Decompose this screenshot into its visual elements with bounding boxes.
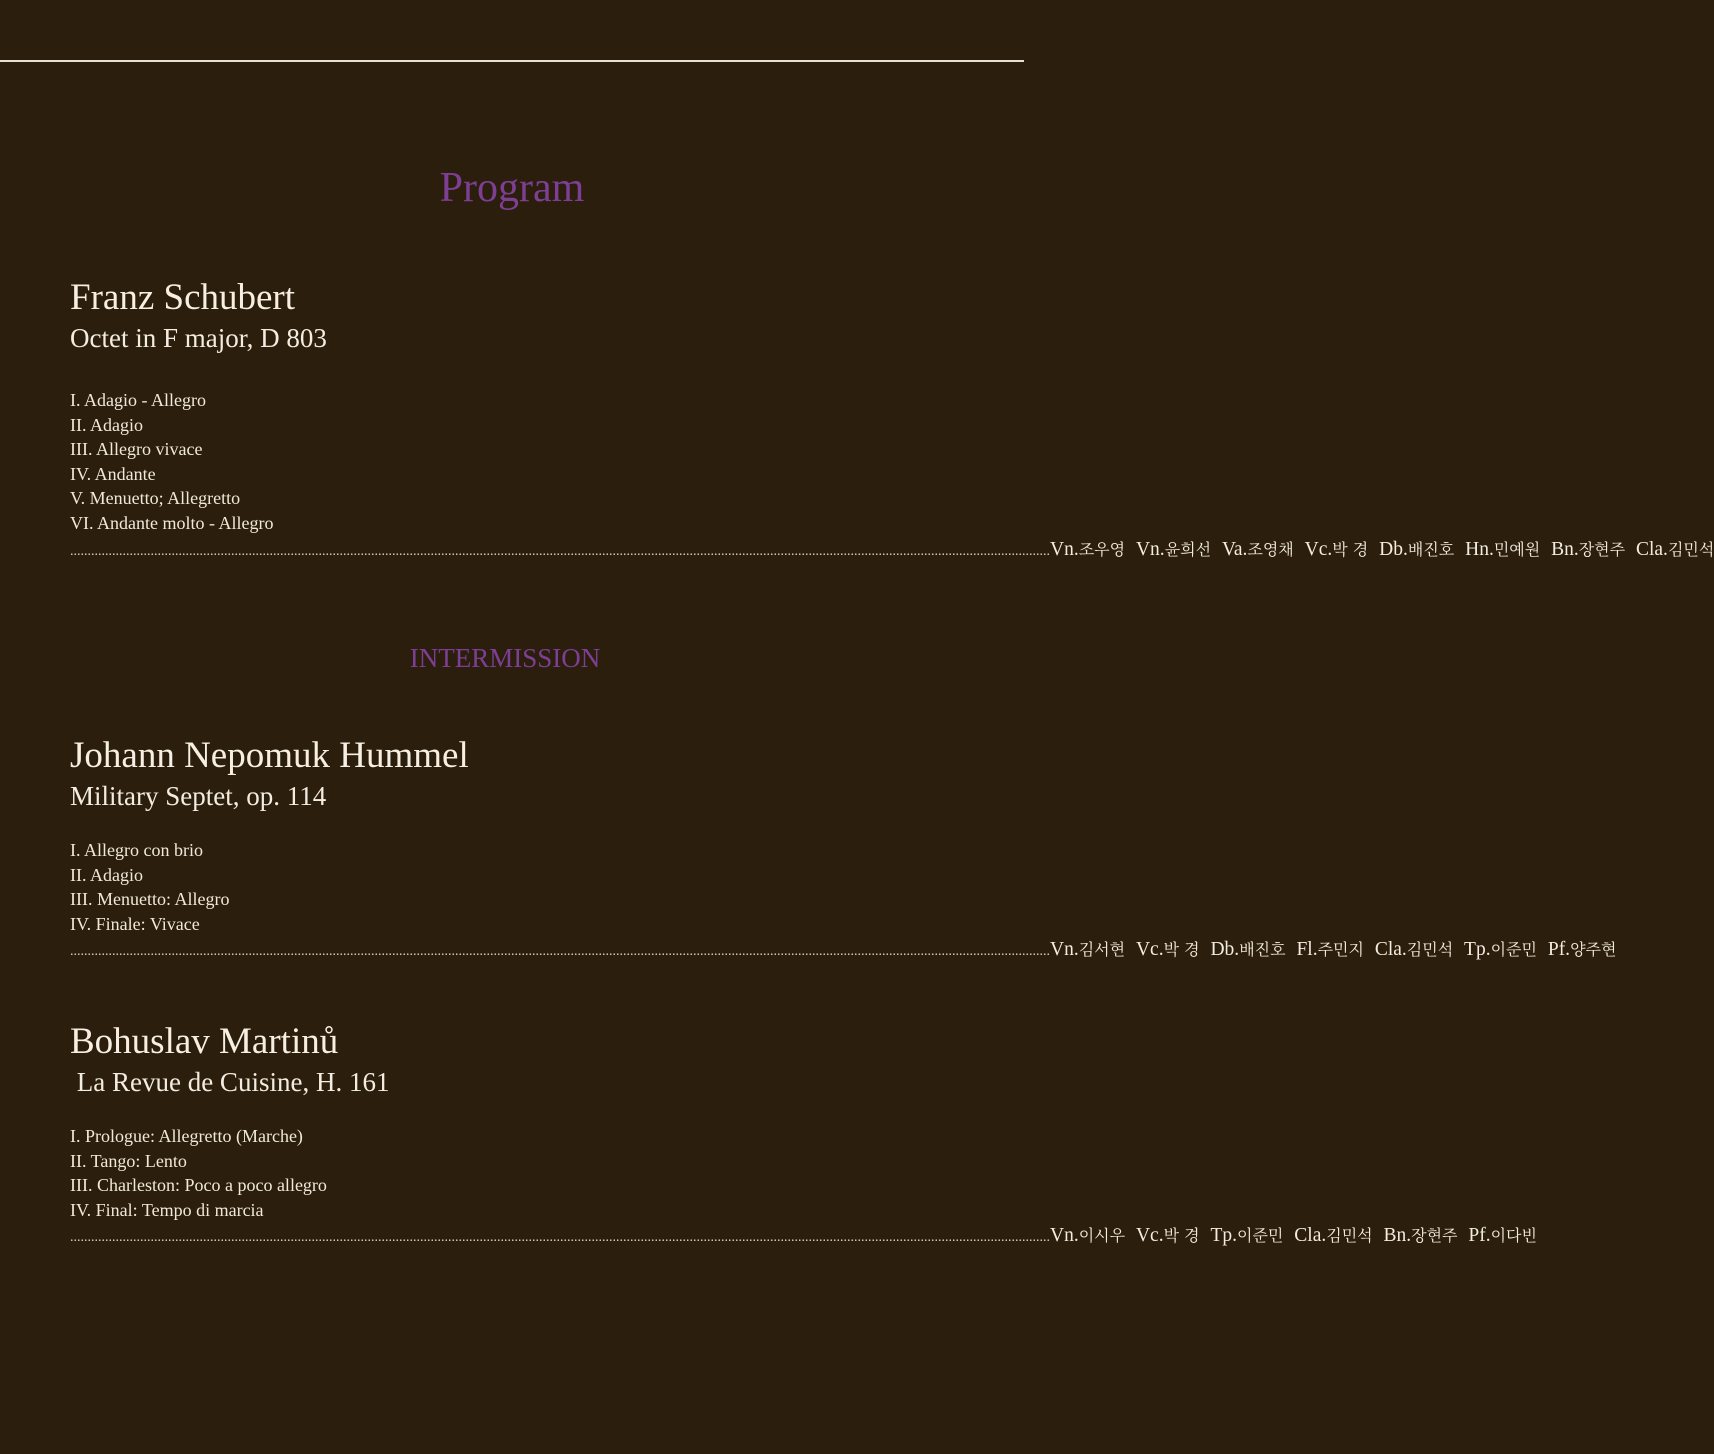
- performer-list: [1050, 1223, 1537, 1247]
- performer: [1210, 939, 1285, 960]
- performers-line: [70, 1223, 1537, 1247]
- instrument-abbr: Bn.: [1551, 538, 1579, 560]
- instrument-abbr: Cla.: [1635, 538, 1668, 560]
- performer-name: 장현주: [1578, 539, 1626, 559]
- performer: [1305, 539, 1369, 560]
- instrument-abbr: Vc.: [1304, 538, 1333, 560]
- performer-name: 이준민: [1237, 1226, 1284, 1246]
- piece-schubert: [70, 276, 1714, 561]
- performer: [1136, 939, 1200, 960]
- performer-name: 조영채: [1247, 539, 1294, 559]
- performer-name: 김민석: [1667, 539, 1714, 559]
- movement-item: IV. Andante: [70, 463, 156, 484]
- performer-name: 박 경: [1163, 940, 1200, 960]
- performer: [1050, 539, 1125, 560]
- instrument-abbr: Fl.: [1296, 939, 1318, 961]
- performer-name: 주민지: [1317, 940, 1364, 960]
- performer-name: 이다빈: [1490, 1226, 1537, 1246]
- performer: [1050, 1225, 1125, 1246]
- performer-name: 민예원: [1493, 539, 1541, 559]
- dot-leader: ........................................................................................................................................................................................................................................................................................: [70, 543, 1050, 559]
- top-divider-rule: [0, 60, 1024, 62]
- instrument-abbr: Tp.: [1210, 1225, 1238, 1247]
- performer-name: 박 경: [1332, 539, 1369, 559]
- performers-line: [70, 937, 1617, 961]
- instrument-abbr: Vn.: [1135, 538, 1165, 560]
- instrument-abbr: Cla.: [1294, 1225, 1327, 1247]
- performers-line: [70, 537, 1714, 561]
- performer: [1468, 1225, 1537, 1246]
- instrument-abbr: Tp.: [1464, 939, 1491, 961]
- instrument-abbr: Vn.: [1050, 538, 1079, 560]
- dot-leader: ........................................................................................................................................................................................................................................................................................: [70, 944, 1050, 960]
- performer-name: 장현주: [1411, 1226, 1458, 1246]
- performer-name: 이준민: [1490, 940, 1537, 960]
- instrument-abbr: Vc.: [1135, 939, 1164, 961]
- performer: [1136, 539, 1211, 560]
- performer: [1296, 939, 1364, 960]
- performer-name: 이시우: [1078, 1226, 1126, 1246]
- instrument-abbr: Vc.: [1135, 1225, 1164, 1247]
- composer-name: Johann Nepomuk Hummel: [70, 735, 469, 776]
- instrument-abbr: Cla.: [1374, 939, 1407, 961]
- performer-name: 배진호: [1407, 539, 1455, 559]
- instrument-abbr: Pf.: [1468, 1225, 1491, 1247]
- performer: [1636, 539, 1714, 560]
- performer: [1222, 539, 1294, 560]
- movement-item: I. Adagio - Allegro: [70, 390, 206, 410]
- performer: [1464, 939, 1537, 960]
- piece-hummel: [70, 734, 1617, 961]
- performer: [1379, 539, 1454, 560]
- movement-list: [70, 388, 960, 536]
- performer: [1465, 539, 1540, 560]
- performer: [1210, 1225, 1283, 1246]
- instrument-abbr: Va.: [1221, 538, 1248, 560]
- performer: [1294, 1225, 1372, 1246]
- movement-item: I. Allegro con brio: [70, 840, 203, 860]
- performer: [1551, 539, 1625, 560]
- performer-name: 조우영: [1078, 539, 1126, 559]
- composer-name: Franz Schubert: [70, 277, 296, 318]
- work-title: La Revue de Cuisine, H. 161: [70, 1067, 390, 1097]
- piece-martinu: [70, 1020, 1537, 1247]
- performer: [1383, 1225, 1457, 1246]
- movement-item: III. Charleston: Poco a poco allegro: [70, 1175, 327, 1196]
- instrument-abbr: Pf.: [1547, 939, 1571, 961]
- program-title: Program: [439, 165, 585, 211]
- performer: [1050, 939, 1125, 960]
- performer-name: 박 경: [1163, 1226, 1200, 1246]
- performer: [1136, 1225, 1200, 1246]
- movement-item: II. Tango: Lento: [70, 1150, 187, 1171]
- movement-item: IV. Final: Tempo di marcia: [70, 1199, 264, 1220]
- movement-item: II. Adagio: [70, 864, 143, 885]
- movement-item: IV. Finale: Vivace: [70, 913, 200, 934]
- performer-name: 김민석: [1406, 940, 1454, 960]
- movement-item: II. Adagio: [70, 414, 143, 435]
- composer-name: Bohuslav Martinů: [70, 1021, 339, 1062]
- performer-list: [1050, 537, 1714, 561]
- work-title: Octet in F major, D 803: [70, 323, 327, 353]
- movement-list: [70, 838, 960, 936]
- performer-name: 김민석: [1326, 1226, 1373, 1246]
- instrument-abbr: Vn.: [1050, 1225, 1079, 1247]
- performer: [1548, 939, 1617, 960]
- movement-item: V. Menuetto; Allegretto: [70, 488, 241, 509]
- intermission-heading: INTERMISSION: [409, 643, 601, 673]
- instrument-abbr: Db.: [1210, 939, 1240, 961]
- instrument-abbr: Bn.: [1383, 1225, 1412, 1247]
- performer-name: 김서현: [1078, 940, 1126, 960]
- performer: [1375, 939, 1453, 960]
- instrument-abbr: Hn.: [1465, 538, 1494, 560]
- performer-list: [1050, 937, 1616, 961]
- instrument-abbr: Db.: [1379, 538, 1408, 560]
- performer-name: 윤희선: [1164, 539, 1212, 559]
- movement-item: III. Allegro vivace: [70, 439, 203, 460]
- performer-name: 양주현: [1570, 940, 1617, 960]
- movement-item: VI. Andante molto - Allegro: [70, 512, 274, 533]
- instrument-abbr: Vn.: [1050, 939, 1079, 961]
- movement-item: III. Menuetto: Allegro: [70, 889, 230, 910]
- performer-name: 배진호: [1239, 940, 1286, 960]
- movement-item: I. Prologue: Allegretto (Marche): [70, 1126, 303, 1146]
- movement-list: [70, 1124, 960, 1222]
- dot-leader: ........................................................................................................................................................................................................................................................................................: [70, 1230, 1050, 1246]
- work-title: Military Septet, op. 114: [70, 781, 327, 811]
